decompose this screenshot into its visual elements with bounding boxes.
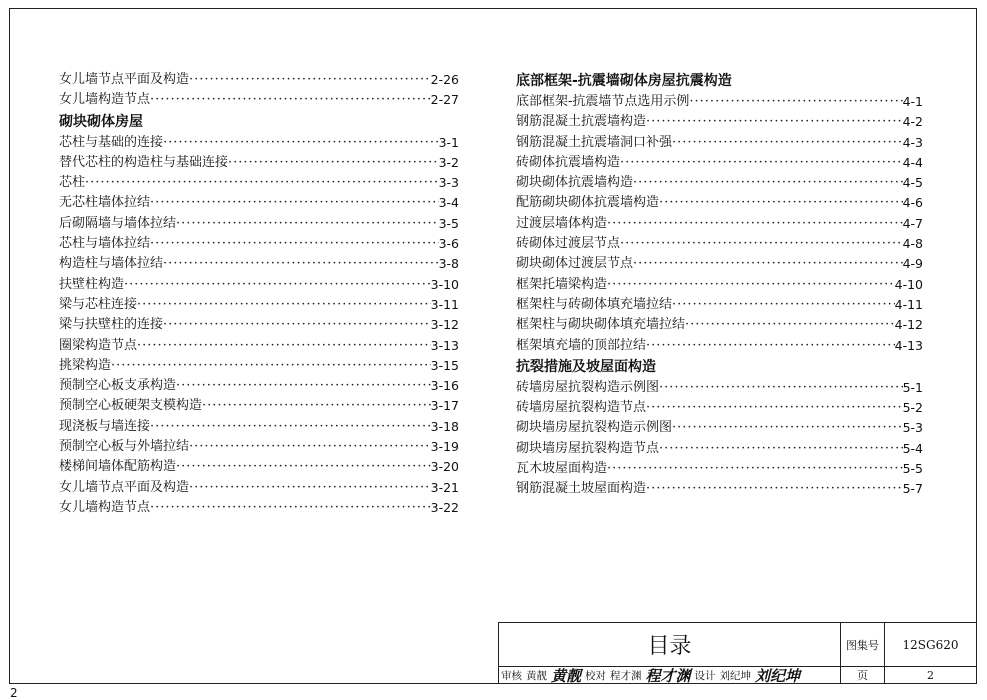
toc-entry-page: 4-4: [902, 154, 923, 170]
toc-leader-dots: [163, 254, 439, 274]
toc-section-heading: 抗裂措施及坡屋面构造: [516, 358, 656, 375]
toc-leader-dots: [685, 315, 895, 335]
toc-entry[interactable]: [59, 396, 459, 416]
toc-entry[interactable]: [59, 457, 459, 477]
toc-entry-page: 3-13: [430, 337, 459, 353]
toc-leader-dots: [633, 173, 903, 193]
toc-entry-page: 4-10: [894, 276, 923, 292]
toc-entry-title: 砌块砌体抗震墙构造: [516, 175, 634, 191]
toc-entry-page: 3-11: [430, 296, 459, 312]
toc-entry-title: 芯柱: [59, 175, 86, 191]
toc-section-heading: 底部框架-抗震墙砌体房屋抗震构造: [516, 73, 732, 89]
toc-entry-page: 3-12: [430, 317, 459, 333]
toc-section-heading: 砌块砌体房屋: [59, 113, 143, 130]
toc-leader-dots: [111, 356, 431, 376]
check-label: 校对: [585, 670, 607, 682]
toc-entry-page: 5-5: [902, 461, 923, 477]
toc-entry-title: 钢筋混凝土坡屋面构造: [516, 481, 647, 497]
page-label: 页: [841, 667, 885, 684]
toc-entry-title: 砖砌体抗震墙构造: [516, 154, 621, 170]
toc-entry-title: 挑梁构造: [59, 357, 112, 373]
toc-entry-page: 4-1: [902, 94, 923, 109]
toc-entry-page: 2-27: [430, 92, 459, 108]
toc-entry-page: 4-13: [894, 337, 923, 353]
toc-entry-title: 底部框架-抗震墙节点选用示例: [516, 94, 690, 109]
toc-leader-dots: [137, 295, 431, 315]
toc-leader-dots: [150, 498, 431, 518]
toc-leader-dots: [150, 234, 439, 254]
toc-entry-title: 砌块墙房屋抗裂构造节点: [516, 440, 660, 456]
toc-leader-dots: [689, 92, 902, 112]
toc-entry-page: 4-9: [902, 256, 923, 272]
toc-entry-page: 3-19: [430, 439, 459, 455]
toc-entry-title: 扶壁柱构造: [59, 276, 125, 292]
toc-entry-title: 无芯柱墙体拉结: [59, 195, 151, 211]
toc-entry-title: 替代芯柱的构造柱与基础连接: [59, 154, 229, 170]
toc-leader-dots: [646, 479, 903, 499]
toc-entry-page: 5-7: [902, 481, 923, 497]
toc-entry[interactable]: [59, 417, 459, 437]
toc-entry[interactable]: [516, 295, 923, 315]
toc-entry-page: 3-17: [430, 398, 459, 414]
toc-entry[interactable]: [59, 275, 459, 295]
toc-entry-title: 框架托墙梁构造: [516, 276, 608, 292]
toc-entry[interactable]: [59, 90, 459, 110]
toc-leader-dots: [633, 254, 903, 274]
toc-entry[interactable]: [516, 214, 923, 234]
atlas-no-label: 图集号: [841, 623, 885, 667]
toc-entry[interactable]: [59, 356, 459, 376]
toc-leader-dots: [202, 396, 431, 416]
toc-entry-title: 预制空心板与外墙拉结: [59, 439, 190, 455]
toc-entry-title: 芯柱与墙体拉结: [59, 236, 151, 252]
toc-entry[interactable]: [516, 234, 923, 254]
toc-entry[interactable]: [59, 173, 459, 193]
toc-right-column: [516, 70, 923, 500]
toc-entry-title: 后砌隔墙与墙体拉结: [59, 215, 177, 231]
toc-leader-dots: [163, 315, 431, 335]
toc-entry-page: 4-7: [902, 215, 923, 231]
toc-entry-title: 梁与扶壁柱的连接: [59, 317, 164, 333]
toc-entry-page: 3-16: [430, 378, 459, 394]
toc-entry-title: 女儿墙构造节点: [59, 499, 151, 515]
toc-entry-title: 砖砌体过渡层节点: [516, 236, 621, 252]
toc-leader-dots: [189, 70, 431, 90]
toc-entry-page: 3-18: [430, 418, 459, 434]
toc-leader-dots: [659, 378, 903, 398]
toc-entry-page: 3-20: [430, 459, 459, 475]
toc-entry[interactable]: [516, 315, 923, 335]
toc-entry[interactable]: [516, 336, 923, 356]
toc-entry-title: 配筋砌块砌体抗震墙构造: [516, 195, 660, 211]
toc-entry-page: 3-5: [438, 215, 459, 231]
toc-entry-page: 4-2: [902, 114, 923, 130]
toc-entry-title: 女儿墙节点平面及构造: [59, 72, 190, 87]
toc-entry-title: 女儿墙节点平面及构造: [59, 479, 190, 495]
page-number-mark: 2: [10, 686, 18, 700]
review-label: 审核: [501, 670, 522, 682]
toc-entry-title: 圈梁构造节点: [59, 337, 138, 353]
toc-entry[interactable]: [59, 234, 459, 254]
toc-entry[interactable]: [59, 498, 459, 518]
toc-entry[interactable]: [59, 437, 459, 457]
toc-entry-page: 3-10: [430, 276, 459, 292]
toc-entry-page: 4-6: [902, 195, 923, 211]
toc-leader-dots: [646, 336, 895, 356]
design-label: 设计: [694, 670, 716, 682]
toc-entry[interactable]: [59, 376, 459, 396]
toc-entry-title: 砖墙房屋抗裂构造节点: [516, 400, 647, 416]
toc-entry[interactable]: [516, 133, 923, 153]
check-signature: 程才渊: [645, 667, 691, 685]
toc-entry-title: 砌块墙房屋抗裂构造示例图: [516, 420, 673, 436]
toc-entry[interactable]: [516, 378, 923, 398]
toc-entry-title: 预制空心板硬架支模构造: [59, 398, 203, 414]
toc-entry-page: 2-26: [430, 72, 459, 87]
toc-entry[interactable]: [59, 153, 459, 173]
toc-entry-page: 3-22: [430, 499, 459, 515]
page-value: 2: [885, 667, 977, 684]
toc-entry-title: 现浇板与墙连接: [59, 418, 151, 434]
review-name: 黄靓: [526, 670, 547, 682]
toc-leader-dots: [150, 90, 431, 110]
toc-leader-dots: [150, 193, 439, 213]
toc-entry-title: 预制空心板支承构造: [59, 378, 177, 394]
toc-leader-dots: [620, 234, 903, 254]
toc-entry-title: 梁与芯柱连接: [59, 296, 138, 312]
toc-leader-dots: [659, 439, 903, 459]
toc-entry[interactable]: [516, 92, 923, 112]
toc-entry[interactable]: [59, 478, 459, 498]
toc-entry-title: 框架填充墙的顶部拉结: [516, 337, 647, 353]
toc-leader-dots: [646, 398, 903, 418]
toc-leader-dots: [672, 418, 903, 438]
toc-entry-title: 女儿墙构造节点: [59, 92, 151, 108]
toc-entry[interactable]: [516, 439, 923, 459]
toc-entry-title: 砌块砌体过渡层节点: [516, 256, 634, 272]
toc-leader-dots: [672, 295, 895, 315]
toc-entry[interactable]: [516, 479, 923, 499]
design-name: 刘纪坤: [719, 670, 752, 682]
toc-entry-title: 砖墙房屋抗裂构造示例图: [516, 379, 660, 395]
toc-entry-page: 5-4: [902, 440, 923, 456]
toc-entry-page: 3-8: [438, 256, 459, 272]
title-block-title: 目录: [499, 623, 841, 667]
atlas-no-value: 12SG620: [885, 623, 977, 667]
toc-entry[interactable]: [516, 193, 923, 213]
design-signature: 刘纪坤: [755, 667, 801, 685]
toc-entry-page: 5-1: [902, 379, 923, 395]
toc-entry[interactable]: [516, 254, 923, 274]
toc-entry-page: 3-2: [438, 154, 459, 170]
toc-entry[interactable]: [59, 214, 459, 234]
title-block: [498, 622, 977, 684]
toc-leader-dots: [620, 153, 903, 173]
toc-entry-title: 楼梯间墙体配筋构造: [59, 459, 177, 475]
toc-entry-page: 3-15: [430, 357, 459, 373]
toc-leader-dots: [228, 153, 439, 173]
toc-leader-dots: [659, 193, 903, 213]
toc-entry[interactable]: [59, 133, 459, 153]
toc-entry-title: 框架柱与砌块砌体填充墙拉结: [516, 317, 686, 333]
toc-entry-page: 4-12: [894, 317, 923, 333]
toc-entry[interactable]: [59, 193, 459, 213]
toc-leader-dots: [176, 376, 431, 396]
toc-entry-page: 4-11: [894, 296, 923, 312]
toc-entry[interactable]: [59, 315, 459, 335]
toc-entry-page: 4-8: [902, 236, 923, 252]
toc-entry-page: 5-2: [902, 400, 923, 416]
signature-row: [499, 667, 841, 684]
toc-entry[interactable]: [516, 112, 923, 132]
check-name: 程才渊: [610, 670, 642, 682]
toc-entry[interactable]: [59, 254, 459, 274]
review-signature: 黄靓: [551, 667, 582, 685]
toc-entry-title: 瓦木坡屋面构造: [516, 461, 608, 477]
toc-entry[interactable]: [516, 153, 923, 173]
toc-entry-title: 构造柱与墙体拉结: [59, 256, 164, 272]
toc-entry-page: 5-3: [902, 420, 923, 436]
toc-entry-title: 钢筋混凝土抗震墙构造: [516, 114, 647, 130]
toc-leader-dots: [176, 457, 431, 477]
toc-entry-page: 3-4: [438, 195, 459, 211]
toc-entry[interactable]: [59, 295, 459, 315]
toc-leader-dots: [176, 214, 439, 234]
toc-leader-dots: [124, 275, 431, 295]
toc-leader-dots: [137, 336, 431, 356]
toc-entry[interactable]: [516, 398, 923, 418]
toc-entry[interactable]: [516, 418, 923, 438]
toc-entry[interactable]: [59, 336, 459, 356]
toc-leader-dots: [163, 133, 439, 153]
toc-entry[interactable]: [516, 459, 923, 479]
toc-entry-title: 过渡层墙体构造: [516, 215, 608, 231]
toc-leader-dots: [85, 173, 439, 193]
toc-leader-dots: [672, 133, 903, 153]
toc-entry-page: 3-21: [430, 479, 459, 495]
toc-entry-title: 芯柱与基础的连接: [59, 134, 164, 150]
toc-entry[interactable]: [516, 275, 923, 295]
toc-leader-dots: [607, 275, 895, 295]
toc-entry-page: 4-3: [902, 134, 923, 150]
toc-leader-dots: [189, 437, 431, 457]
toc-entry-title: 框架柱与砖砌体填充墙拉结: [516, 296, 673, 312]
toc-entry-page: 3-3: [438, 175, 459, 191]
toc-entry[interactable]: [516, 173, 923, 193]
toc-leader-dots: [189, 478, 431, 498]
toc-left-column: [59, 70, 459, 518]
toc-entry-page: 3-1: [438, 134, 459, 150]
toc-leader-dots: [646, 112, 903, 132]
toc-leader-dots: [607, 214, 903, 234]
toc-entry-page: 4-5: [902, 175, 923, 191]
toc-leader-dots: [150, 417, 431, 437]
toc-entry-page: 3-6: [438, 236, 459, 252]
toc-leader-dots: [607, 459, 903, 479]
toc-entry-title: 钢筋混凝土抗震墙洞口补强: [516, 134, 673, 150]
toc-entry[interactable]: [59, 70, 459, 90]
